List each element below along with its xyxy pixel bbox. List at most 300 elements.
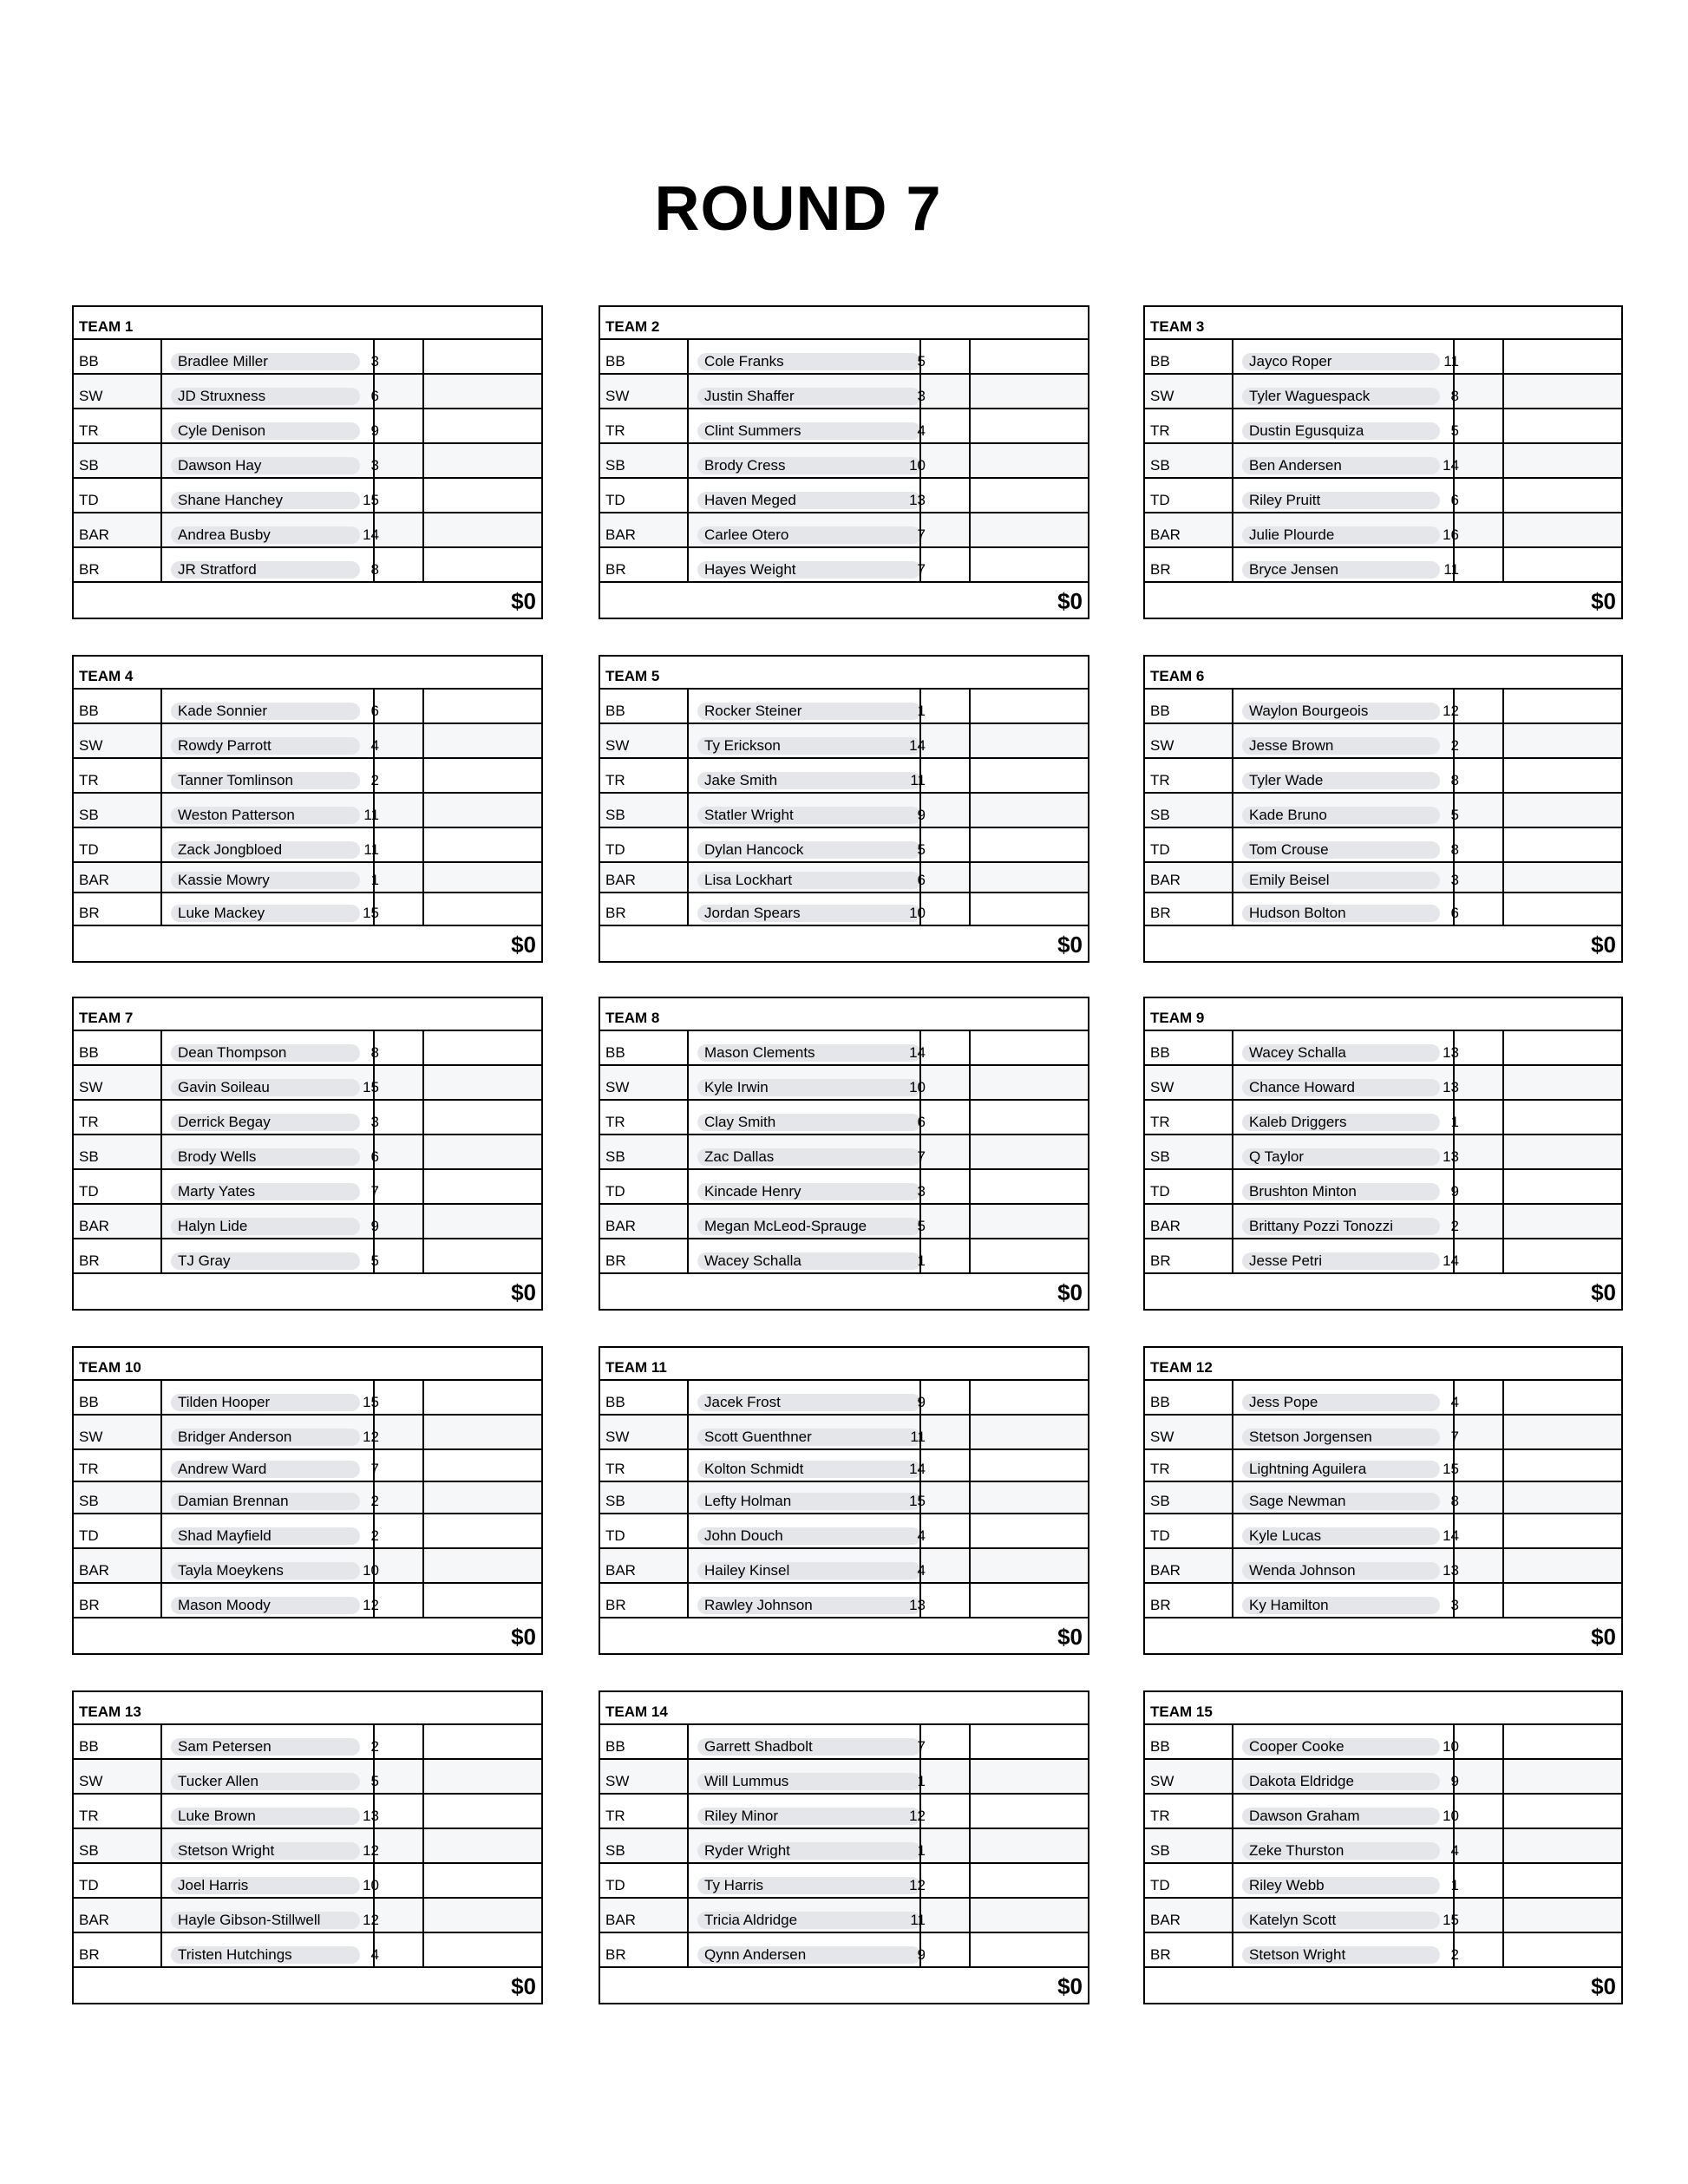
draw-number: 11 xyxy=(1443,561,1459,578)
position-code: BAR xyxy=(79,1912,109,1928)
draw-number: 5 xyxy=(917,353,926,369)
draw-number: 14 xyxy=(1443,1527,1459,1544)
draw-number: 15 xyxy=(363,905,379,921)
column-divider xyxy=(1502,375,1504,408)
position-code: TD xyxy=(605,841,625,858)
column-divider xyxy=(160,479,162,512)
contestant-name: Wenda Johnson xyxy=(1242,1562,1440,1579)
team-header: TEAM 13 xyxy=(74,1692,541,1725)
column-divider xyxy=(160,1760,162,1793)
contestant-name: Dawson Hay xyxy=(171,457,360,474)
position-code: TD xyxy=(605,1183,625,1200)
contestant-name: Statler Wright xyxy=(697,807,921,824)
column-divider xyxy=(969,1829,971,1862)
table-row xyxy=(1145,1031,1621,1066)
draw-number: 13 xyxy=(1443,1044,1459,1061)
contestant-name: Jordan Spears xyxy=(697,905,921,922)
team-header: TEAM 9 xyxy=(1145,998,1621,1031)
column-divider xyxy=(160,759,162,792)
column-divider xyxy=(160,1170,162,1203)
contestant-name: Tricia Aldridge xyxy=(697,1912,921,1929)
column-divider xyxy=(1232,1205,1233,1238)
column-divider xyxy=(422,1066,424,1099)
column-divider xyxy=(1502,1760,1504,1793)
table-row xyxy=(600,893,1088,926)
column-divider xyxy=(1502,724,1504,757)
position-code: SW xyxy=(1150,737,1174,754)
column-divider xyxy=(422,1205,424,1238)
draw-number: 15 xyxy=(363,492,379,508)
column-divider xyxy=(422,828,424,861)
team-header: TEAM 12 xyxy=(1145,1348,1621,1381)
table-row xyxy=(600,1101,1088,1135)
column-divider xyxy=(1502,1514,1504,1547)
contestant-name: Halyn Lide xyxy=(171,1218,360,1235)
draw-number: 6 xyxy=(1450,905,1459,921)
contestant-name: Tyler Wade xyxy=(1242,772,1440,789)
position-code: TD xyxy=(605,1877,625,1893)
position-code: BB xyxy=(1150,1044,1170,1061)
column-divider xyxy=(1232,1899,1233,1932)
position-code: TD xyxy=(1150,1183,1170,1200)
column-divider xyxy=(1502,690,1504,723)
column-divider xyxy=(1232,1864,1233,1897)
position-code: SB xyxy=(1150,457,1170,474)
column-divider xyxy=(422,1170,424,1203)
contestant-name: Chance Howard xyxy=(1242,1079,1440,1096)
position-code: BB xyxy=(1150,1738,1170,1755)
table-row xyxy=(74,1899,541,1933)
table-row xyxy=(600,1170,1088,1205)
position-code: SB xyxy=(1150,1148,1170,1165)
table-row xyxy=(600,1066,1088,1101)
position-code: BB xyxy=(79,353,99,369)
draw-number: 12 xyxy=(363,1429,379,1445)
table-row xyxy=(1145,1205,1621,1239)
contestant-name: Q Taylor xyxy=(1242,1148,1440,1166)
contestant-name: Luke Mackey xyxy=(171,905,360,922)
position-code: SB xyxy=(1150,1842,1170,1859)
column-divider xyxy=(687,1864,689,1897)
column-divider xyxy=(687,1795,689,1828)
position-code: BB xyxy=(605,1044,625,1061)
draw-number: 16 xyxy=(1443,526,1459,543)
contestant-name: Riley Webb xyxy=(1242,1877,1440,1894)
position-code: TR xyxy=(605,1808,625,1824)
column-divider xyxy=(969,513,971,546)
column-divider xyxy=(1502,1864,1504,1897)
table-row xyxy=(600,409,1088,444)
position-code: BAR xyxy=(1150,872,1181,888)
contestant-name: Kaleb Driggers xyxy=(1242,1114,1440,1131)
draw-number: 2 xyxy=(1450,1218,1459,1234)
draw-number: 4 xyxy=(370,737,379,754)
draw-number: 3 xyxy=(370,457,379,474)
table-row xyxy=(600,1760,1088,1795)
column-divider xyxy=(969,1205,971,1238)
position-code: BB xyxy=(605,353,625,369)
column-divider xyxy=(1502,1899,1504,1932)
draw-number: 11 xyxy=(363,807,379,823)
column-divider xyxy=(969,479,971,512)
column-divider xyxy=(1502,1101,1504,1134)
table-row xyxy=(600,375,1088,409)
position-code: SW xyxy=(1150,1079,1174,1095)
column-divider xyxy=(687,759,689,792)
position-code: SB xyxy=(1150,1493,1170,1509)
position-code: TR xyxy=(605,1114,625,1130)
position-code: BAR xyxy=(1150,1912,1181,1928)
column-divider xyxy=(969,1450,971,1481)
contestant-name: Stetson Wright xyxy=(1242,1946,1440,1964)
column-divider xyxy=(687,1135,689,1168)
contestant-name: Lefty Holman xyxy=(697,1493,921,1510)
contestant-name: Clint Summers xyxy=(697,422,921,440)
column-divider xyxy=(969,1416,971,1448)
column-divider xyxy=(160,893,162,925)
position-code: BAR xyxy=(79,1218,109,1234)
contestant-name: Haven Meged xyxy=(697,492,921,509)
contestant-name: Joel Harris xyxy=(171,1877,360,1894)
column-divider xyxy=(969,724,971,757)
contestant-name: Kincade Henry xyxy=(697,1183,921,1200)
table-row xyxy=(74,1066,541,1101)
draw-number: 4 xyxy=(1450,1842,1459,1859)
column-divider xyxy=(160,1829,162,1862)
column-divider xyxy=(1232,1066,1233,1099)
position-code: BR xyxy=(605,1597,626,1613)
column-divider xyxy=(1502,513,1504,546)
position-code: BR xyxy=(79,905,100,921)
position-code: BR xyxy=(605,1946,626,1963)
table-row xyxy=(74,1725,541,1760)
contestant-name: Jesse Petri xyxy=(1242,1252,1440,1270)
column-divider xyxy=(1232,863,1233,892)
column-divider xyxy=(687,375,689,408)
draw-number: 1 xyxy=(917,703,926,719)
position-code: SW xyxy=(79,737,103,754)
contestant-name: Hudson Bolton xyxy=(1242,905,1440,922)
column-divider xyxy=(422,409,424,442)
column-divider xyxy=(969,1725,971,1758)
column-divider xyxy=(1502,828,1504,861)
table-row xyxy=(1145,1933,1621,1968)
team-total-row xyxy=(1145,1618,1621,1653)
contestant-name: Tanner Tomlinson xyxy=(171,772,360,789)
column-divider xyxy=(687,1170,689,1203)
column-divider xyxy=(422,1795,424,1828)
column-divider xyxy=(969,444,971,477)
draw-number: 8 xyxy=(1450,388,1459,404)
table-row xyxy=(600,1899,1088,1933)
contestant-name: Brody Cress xyxy=(697,457,921,474)
column-divider xyxy=(1232,409,1233,442)
table-row xyxy=(1145,444,1621,479)
team-table xyxy=(72,1346,543,1655)
position-code: BB xyxy=(79,703,99,719)
column-divider xyxy=(422,1933,424,1966)
table-row xyxy=(600,444,1088,479)
draw-number: 1 xyxy=(1450,1114,1459,1130)
team-header: TEAM 10 xyxy=(74,1348,541,1381)
draw-number: 7 xyxy=(370,1183,379,1200)
column-divider xyxy=(687,1899,689,1932)
contestant-name: Hayes Weight xyxy=(697,561,921,579)
draw-number: 5 xyxy=(917,1218,926,1234)
table-row xyxy=(1145,759,1621,794)
team-header: TEAM 3 xyxy=(1145,307,1621,340)
contestant-name: Jess Pope xyxy=(1242,1394,1440,1411)
position-code: SB xyxy=(605,1842,625,1859)
column-divider xyxy=(160,1514,162,1547)
draw-number: 3 xyxy=(917,1183,926,1200)
column-divider xyxy=(687,1482,689,1513)
column-divider xyxy=(1232,1760,1233,1793)
contestant-name: Zack Jongbloed xyxy=(171,841,360,859)
column-divider xyxy=(1232,1381,1233,1414)
position-code: BR xyxy=(1150,905,1171,921)
draw-number: 14 xyxy=(909,1461,926,1477)
table-row xyxy=(74,1450,541,1482)
position-code: TD xyxy=(79,492,99,508)
column-divider xyxy=(160,375,162,408)
contestant-name: Rocker Steiner xyxy=(697,703,921,720)
column-divider xyxy=(1232,340,1233,373)
table-row xyxy=(600,828,1088,863)
table-row xyxy=(74,548,541,583)
contestant-name: Ben Andersen xyxy=(1242,457,1440,474)
column-divider xyxy=(969,893,971,925)
draw-number: 14 xyxy=(1443,457,1459,474)
column-divider xyxy=(1502,444,1504,477)
table-row xyxy=(600,1549,1088,1584)
table-row xyxy=(600,340,1088,375)
table-row xyxy=(600,1584,1088,1618)
column-divider xyxy=(1232,1584,1233,1617)
position-code: SW xyxy=(605,1429,630,1445)
position-code: SW xyxy=(79,388,103,404)
contestant-name: Carlee Otero xyxy=(697,526,921,544)
table-row xyxy=(74,1416,541,1450)
column-divider xyxy=(1502,1725,1504,1758)
column-divider xyxy=(422,375,424,408)
table-row xyxy=(74,1795,541,1829)
draw-number: 1 xyxy=(917,1842,926,1859)
column-divider xyxy=(1232,1549,1233,1582)
team-total-row xyxy=(74,1618,541,1653)
column-divider xyxy=(1502,1549,1504,1582)
column-divider xyxy=(422,759,424,792)
draw-number: 2 xyxy=(1450,737,1459,754)
column-divider xyxy=(160,1066,162,1099)
contestant-name: Tayla Moeykens xyxy=(171,1562,360,1579)
position-code: SB xyxy=(605,807,625,823)
draw-number: 6 xyxy=(370,1148,379,1165)
team-table xyxy=(1143,655,1623,963)
column-divider xyxy=(969,1101,971,1134)
contestant-name: Tom Crouse xyxy=(1242,841,1440,859)
draw-number: 10 xyxy=(909,457,926,474)
draw-number: 2 xyxy=(370,1493,379,1509)
draw-number: 10 xyxy=(909,905,926,921)
position-code: TR xyxy=(1150,1114,1170,1130)
draw-number: 6 xyxy=(370,703,379,719)
contestant-name: Wacey Schalla xyxy=(1242,1044,1440,1062)
table-row xyxy=(600,1381,1088,1416)
team-total: $0 xyxy=(1057,1973,1083,1999)
table-row xyxy=(1145,340,1621,375)
contestant-name: Dean Thompson xyxy=(171,1044,360,1062)
column-divider xyxy=(1502,863,1504,892)
draw-number: 12 xyxy=(909,1877,926,1893)
column-divider xyxy=(160,1450,162,1481)
draw-number: 15 xyxy=(363,1394,379,1410)
table-row xyxy=(1145,863,1621,893)
table-row xyxy=(600,1416,1088,1450)
draw-number: 4 xyxy=(917,1527,926,1544)
column-divider xyxy=(969,340,971,373)
column-divider xyxy=(969,1514,971,1547)
column-divider xyxy=(1232,1514,1233,1547)
contestant-name: Rawley Johnson xyxy=(697,1597,921,1614)
draw-number: 5 xyxy=(1450,807,1459,823)
column-divider xyxy=(687,1933,689,1966)
draw-number: 3 xyxy=(370,353,379,369)
table-row xyxy=(1145,1239,1621,1274)
position-code: SB xyxy=(79,807,99,823)
column-divider xyxy=(969,1170,971,1203)
position-code: SB xyxy=(1150,807,1170,823)
position-code: BR xyxy=(79,1597,100,1613)
table-row xyxy=(74,1584,541,1618)
contestant-name: Clay Smith xyxy=(697,1114,921,1131)
position-code: BB xyxy=(605,703,625,719)
contestant-name: Ryder Wright xyxy=(697,1842,921,1860)
contestant-name: Shane Hanchey xyxy=(171,492,360,509)
draw-number: 9 xyxy=(370,422,379,439)
team-total: $0 xyxy=(511,1973,536,1999)
team-total: $0 xyxy=(511,1279,536,1305)
column-divider xyxy=(422,1760,424,1793)
column-divider xyxy=(1232,1031,1233,1064)
column-divider xyxy=(687,828,689,861)
column-divider xyxy=(422,1381,424,1414)
contestant-name: Justin Shaffer xyxy=(697,388,921,405)
contestant-name: Derrick Begay xyxy=(171,1114,360,1131)
position-code: BB xyxy=(79,1044,99,1061)
column-divider xyxy=(969,1031,971,1064)
column-divider xyxy=(687,479,689,512)
position-code: BR xyxy=(79,561,100,578)
team-table xyxy=(72,1690,543,2004)
draw-number: 14 xyxy=(363,526,379,543)
position-code: BR xyxy=(605,905,626,921)
table-row xyxy=(74,828,541,863)
column-divider xyxy=(969,1933,971,1966)
contestant-name: JR Stratford xyxy=(171,561,360,579)
draw-number: 5 xyxy=(370,1252,379,1269)
table-row xyxy=(1145,1829,1621,1864)
table-row xyxy=(1145,690,1621,724)
column-divider xyxy=(160,863,162,892)
column-divider xyxy=(1232,1725,1233,1758)
position-code: BR xyxy=(605,561,626,578)
contestant-name: Stetson Wright xyxy=(171,1842,360,1860)
table-row xyxy=(600,724,1088,759)
draw-number: 6 xyxy=(370,388,379,404)
column-divider xyxy=(1502,1829,1504,1862)
draw-number: 1 xyxy=(1450,1877,1459,1893)
column-divider xyxy=(160,548,162,581)
contestant-name: Brody Wells xyxy=(171,1148,360,1166)
draw-number: 11 xyxy=(910,772,926,788)
table-row xyxy=(74,1760,541,1795)
position-code: SW xyxy=(1150,388,1174,404)
contestant-name: Mason Moody xyxy=(171,1597,360,1614)
team-table xyxy=(72,997,543,1311)
team-total-row xyxy=(74,1274,541,1309)
table-row xyxy=(1145,794,1621,828)
column-divider xyxy=(687,863,689,892)
table-row xyxy=(1145,1514,1621,1549)
column-divider xyxy=(422,513,424,546)
position-code: SB xyxy=(79,1493,99,1509)
table-row xyxy=(1145,1899,1621,1933)
column-divider xyxy=(1232,548,1233,581)
team-total-row xyxy=(600,1968,1088,2003)
position-code: BAR xyxy=(1150,1218,1181,1234)
team-header: TEAM 2 xyxy=(600,307,1088,340)
column-divider xyxy=(160,1899,162,1932)
contestant-name: JD Struxness xyxy=(171,388,360,405)
draw-number: 10 xyxy=(1443,1738,1459,1755)
table-row xyxy=(1145,1864,1621,1899)
contestant-name: Dustin Egusquiza xyxy=(1242,422,1440,440)
draw-number: 15 xyxy=(363,1079,379,1095)
column-divider xyxy=(1232,513,1233,546)
column-divider xyxy=(969,863,971,892)
contestant-name: Andrew Ward xyxy=(171,1461,360,1478)
draw-number: 8 xyxy=(370,561,379,578)
draw-number: 8 xyxy=(370,1044,379,1061)
column-divider xyxy=(969,1066,971,1099)
draw-number: 8 xyxy=(1450,1493,1459,1509)
table-row xyxy=(1145,828,1621,863)
team-header: TEAM 7 xyxy=(74,998,541,1031)
column-divider xyxy=(422,1450,424,1481)
contestant-name: Megan McLeod-Sprauge xyxy=(697,1218,921,1235)
column-divider xyxy=(160,1031,162,1064)
contestant-name: Brushton Minton xyxy=(1242,1183,1440,1200)
column-divider xyxy=(1502,1066,1504,1099)
column-divider xyxy=(422,1135,424,1168)
draw-number: 7 xyxy=(917,1738,926,1755)
contestant-name: Kade Bruno xyxy=(1242,807,1440,824)
team-table xyxy=(599,305,1089,619)
column-divider xyxy=(1502,1205,1504,1238)
position-code: SB xyxy=(79,1842,99,1859)
table-row xyxy=(1145,1170,1621,1205)
column-divider xyxy=(1232,1101,1233,1134)
position-code: TD xyxy=(1150,841,1170,858)
position-code: BAR xyxy=(605,1562,636,1579)
team-table xyxy=(72,655,543,963)
column-divider xyxy=(687,513,689,546)
table-row xyxy=(1145,1760,1621,1795)
draw-number: 2 xyxy=(1450,1946,1459,1963)
draw-number: 6 xyxy=(917,1114,926,1130)
table-row xyxy=(600,1239,1088,1274)
